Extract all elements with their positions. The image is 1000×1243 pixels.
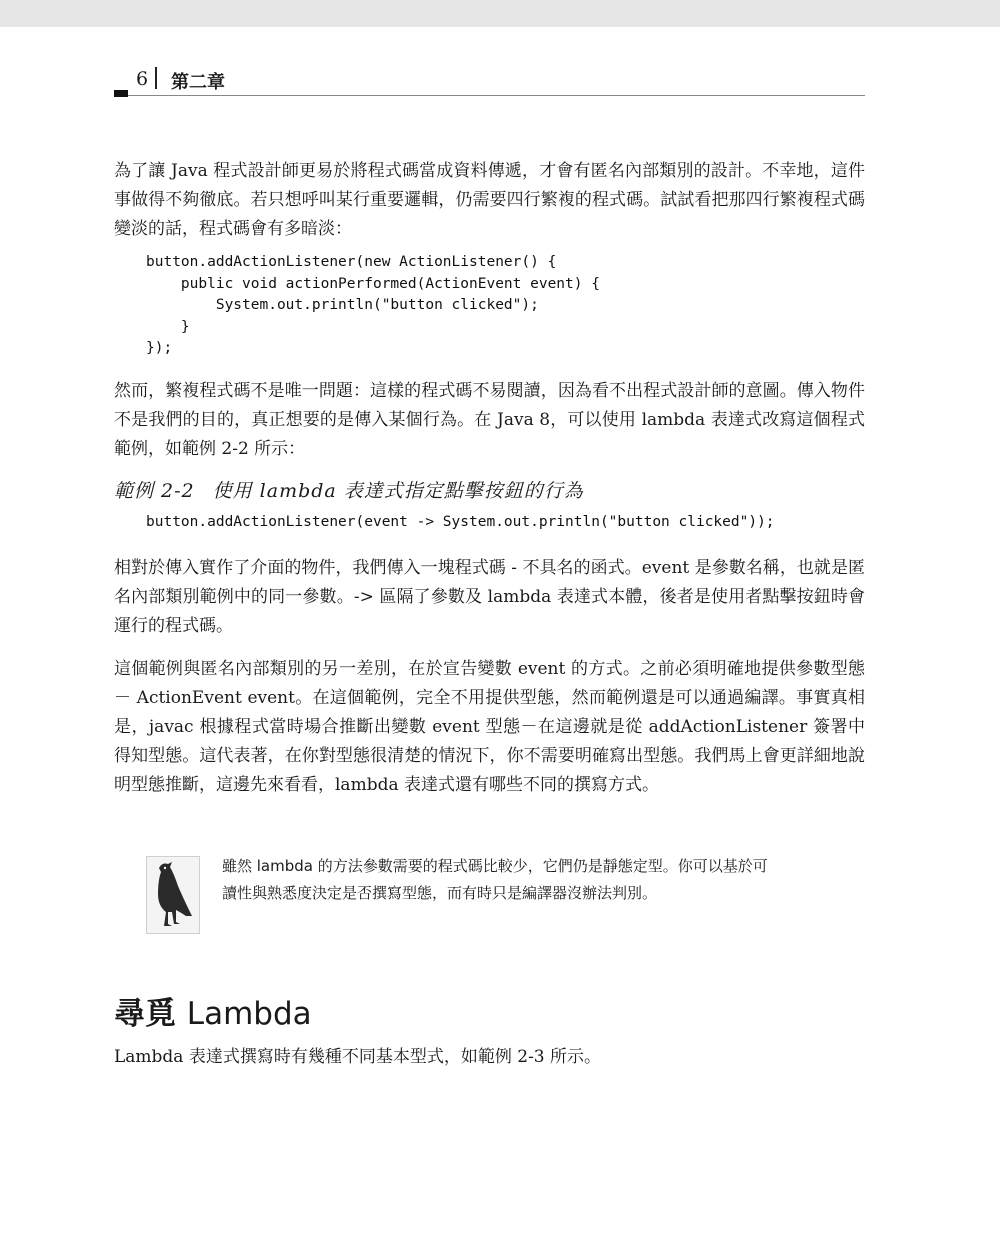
paragraph-readability: 然而，繁複程式碼不是唯一問題：這樣的程式碼不易閱讀，因為看不出程式設計師的意圖。傳入物件不是我們的目的，真正想要的是傳入某個行為。在 Java 8，可以使用 lambda 表達式改寫這個程式範例，如範例 2-2 所示： — [114, 381, 865, 459]
chapter-title: 第二章 — [171, 72, 225, 93]
example-title: 使用 lambda 表達式指定點擊按鈕的行為 — [212, 480, 584, 502]
header-marker — [114, 90, 128, 97]
paragraph-event-param: 相對於傳入實作了介面的物件，我們傳入一塊程式碼 - 不具名的函式。event 是參數名稱，也就是匿名內部類別範例中的同一參數。-> 區隔了參數及 lambda 表達式本體，後者是使用者點擊按鈕時會運行的程式碼。 — [114, 558, 865, 636]
section-title-cjk: 尋覓 — [114, 996, 176, 1032]
header-separator — [155, 67, 157, 89]
paragraph-intro: 為了讓 Java 程式設計師更易於將程式碼當成資料傳遞，才會有匿名內部類別的設計。不幸地，這件事做得不夠徹底。若只想呼叫某行重要邏輯，仍需要四行繁複的程式碼。試試看把那四行繁複程式碼變淡的話，程式碼會有多暗淡： — [114, 161, 865, 239]
top-band — [0, 0, 1000, 27]
example-number: 範例 2-2 — [114, 480, 195, 502]
section-title — [114, 988, 312, 1033]
example-caption — [114, 476, 602, 503]
code-block-lambda: button.addActionListener(event -> System.out.println("button clicked")); — [146, 514, 775, 530]
paragraph-lambda-forms: Lambda 表達式撰寫時有幾種不同基本型式，如範例 2-3 所示。 — [114, 1047, 602, 1067]
page-header — [114, 66, 865, 98]
code-block-anonymous-class: button.addActionListener(new ActionListener() { public void actionPerformed(ActionEvent event) { System.out.println("button clicked"); } }); — [146, 254, 600, 356]
note-text: 雖然 lambda 的方法參數需要的程式碼比較少，它們仍是靜態定型。你可以基於可讀性與熟悉度決定是否撰寫型態，而有時只是編譯器沒辦法判別。 — [222, 857, 768, 902]
bird-icon — [146, 856, 200, 934]
paragraph-type-inference: 這個範例與匿名內部類別的另一差別，在於宣告變數 event 的方式。之前必須明確地提供參數型態－ ActionEvent event。在這個範例，完全不用提供型態，然而範例還是可以通過編譯。事實真相是，javac 根據程式當時場合推斷出變數 event 型態－在這邊就是從 addActionListener 簽署中得知型態。這代表著，在你對型態很清楚的情況下，你不需要明確寫出型態。我們馬上會更詳細地說明型態推斷，這邊先來看看，lambda 表達式還有哪些不同的撰寫方式。 — [114, 659, 865, 795]
section-title-latin: Lambda — [186, 996, 312, 1032]
page-number: 6 — [136, 68, 149, 90]
header-rule — [128, 95, 865, 96]
